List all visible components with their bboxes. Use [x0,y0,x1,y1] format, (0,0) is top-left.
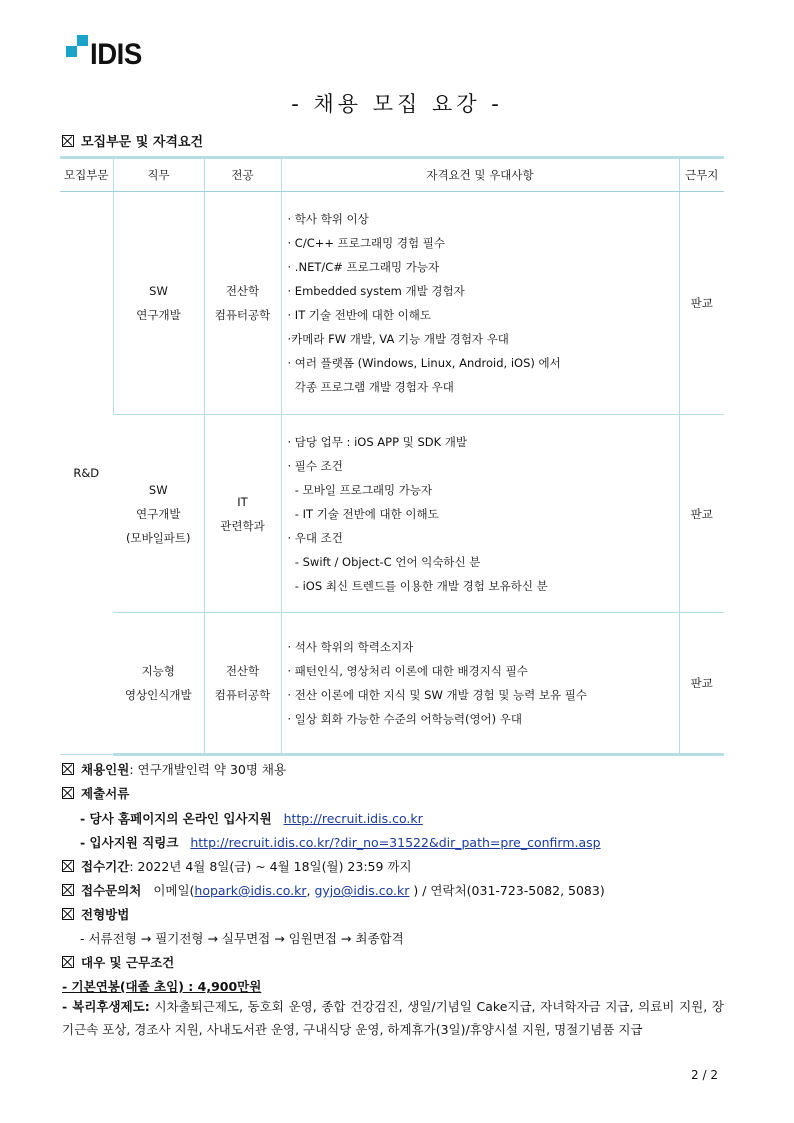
job-cell: 지능형 영상인식개발 [113,613,204,755]
idis-logo [66,32,156,76]
salary-line: - 기본연봉(대졸 초임) : 4,900만원 [62,979,262,994]
qualifications-cell: · 담당 업무 : iOS APP 및 SDK 개발 · 필수 조건 - 모바일 프로그래밍 가능자 - IT 기술 전반에 대한 이해도 · 우대 조건 - Swift / Object-C 언어 익숙하신 분 - iOS 최신 트렌드를 이용한 개발 경험 보유하신 분 [281,415,679,613]
table-header-row [60,158,724,192]
contact-line: 접수문의처 이메일(hopark@idis.co.kr, gyjo@idis.co.kr ) / 연락처(031-723-5082, 5083) [62,881,605,899]
major-cell: 전산학 컴퓨터공학 [204,613,281,755]
period-label: 접수기간 [81,859,130,874]
email-link-2[interactable]: gyjo@idis.co.kr [314,883,410,898]
major-cell: IT 관련학과 [204,415,281,613]
header-major: 전공 [204,158,281,192]
recruit-link[interactable]: http://recruit.idis.co.kr [283,811,423,826]
header-qualifications: 자격요건 및 우대사항 [281,158,679,192]
contact-label: 접수문의처 [81,883,142,898]
checkbox-marker-icon [62,908,74,920]
table-row [60,613,724,755]
location-cell: 판교 [679,415,724,613]
checkbox-marker-icon [62,884,74,896]
documents-label: 제출서류 [81,786,130,801]
page-number: 2 / 2 [691,1068,718,1082]
period-line [62,857,412,875]
logo-square-icon [66,46,77,57]
checkbox-marker-icon [62,956,74,968]
checkbox-marker-icon [62,860,74,872]
contact-phone: ) / 연락처(031-723-5082, 5083) [409,883,605,898]
online-apply-label: - 당사 홈페이지의 온라인 입사지원 [80,811,272,826]
header-division: 모집부문 [60,158,113,192]
qualifications-cell: · 석사 학위의 학력소지자 · 패턴인식, 영상처리 이론에 대한 배경지식 필수 · 전산 이론에 대한 지식 및 SW 개발 경험 및 능력 보유 필수 · 일상 회화 가능한 수준의 어학능력(영어) 우대 [281,613,679,755]
location-cell: 판교 [679,192,724,415]
email-link-1[interactable]: hopark@idis.co.kr [194,883,307,898]
header-job: 직무 [113,158,204,192]
welfare-text: 시차출퇴근제도, 동호회 운영, 종합 건강검진, 생일/기념일 Cake지급, 자녀학자금 지급, 의료비 지원, 장기근속 포상, 경조사 지원, 사내도서관 운영, 구내식당 운영, 하계휴가(3일)/휴양시설 지원, 명절기념품 지급 [62,999,724,1037]
direct-apply-link[interactable]: http://recruit.idis.co.kr/?dir_no=31522&dir_path=pre_confirm.asp [190,835,601,850]
location-cell: 판교 [679,613,724,755]
major-cell: 전산학 컴퓨터공학 [204,192,281,415]
process-heading [62,905,129,923]
table-row [60,415,724,613]
benefits-label: 대우 및 근무조건 [81,955,175,970]
period-value: : 2022년 4월 8일(금) ~ 4월 18일(월) 23:59 까지 [129,859,412,874]
documents-item-2 [80,833,601,851]
table-row [60,192,724,415]
header-location: 근무지 [679,158,724,192]
checkbox-marker-icon [62,787,74,799]
requirements-table [60,156,724,756]
logo-text: IDIS [90,38,142,71]
division-cell: R&D [60,192,113,755]
section-requirements [62,131,203,150]
direct-link-label: - 입사지원 직링크 [80,835,179,850]
process-steps: - 서류전형 → 필기전형 → 실무면접 → 임원면접 → 최종합격 [80,931,404,946]
section-label: 모집부문 및 자격요건 [81,135,204,150]
qualifications-cell: · 학사 학위 이상 · C/C++ 프로그래밍 경험 필수 · .NET/C# 프로그래밍 가능자 · Embedded system 개발 경험자 · IT 기술 전반에 대한 이해도 ·카메라 FW 개발, VA 기능 개발 경험자 우대 · 여러 플랫폼 (Windows, Linux, Android, iOS) 에서 각종 프로그램 개발 경험자 우대 [281,192,679,415]
headcount-line [62,760,286,778]
welfare-paragraph [62,995,724,1041]
logo-square-icon [77,35,88,46]
documents-heading [62,784,129,802]
benefits-heading [62,953,174,971]
checkbox-marker-icon [62,763,74,775]
headcount-label: 채용인원 [81,762,130,777]
process-label: 전형방법 [81,907,130,922]
welfare-label: - 복리후생제도: [62,999,150,1014]
documents-item-1 [80,809,423,827]
headcount-value: : 연구개발인력 약 30명 채용 [129,762,287,777]
page-title: - 채용 모집 요강 - [291,92,503,116]
checkbox-marker-icon [62,135,74,147]
job-cell: SW 연구개발 (모바일파트) [113,415,204,613]
job-cell: SW 연구개발 [113,192,204,415]
